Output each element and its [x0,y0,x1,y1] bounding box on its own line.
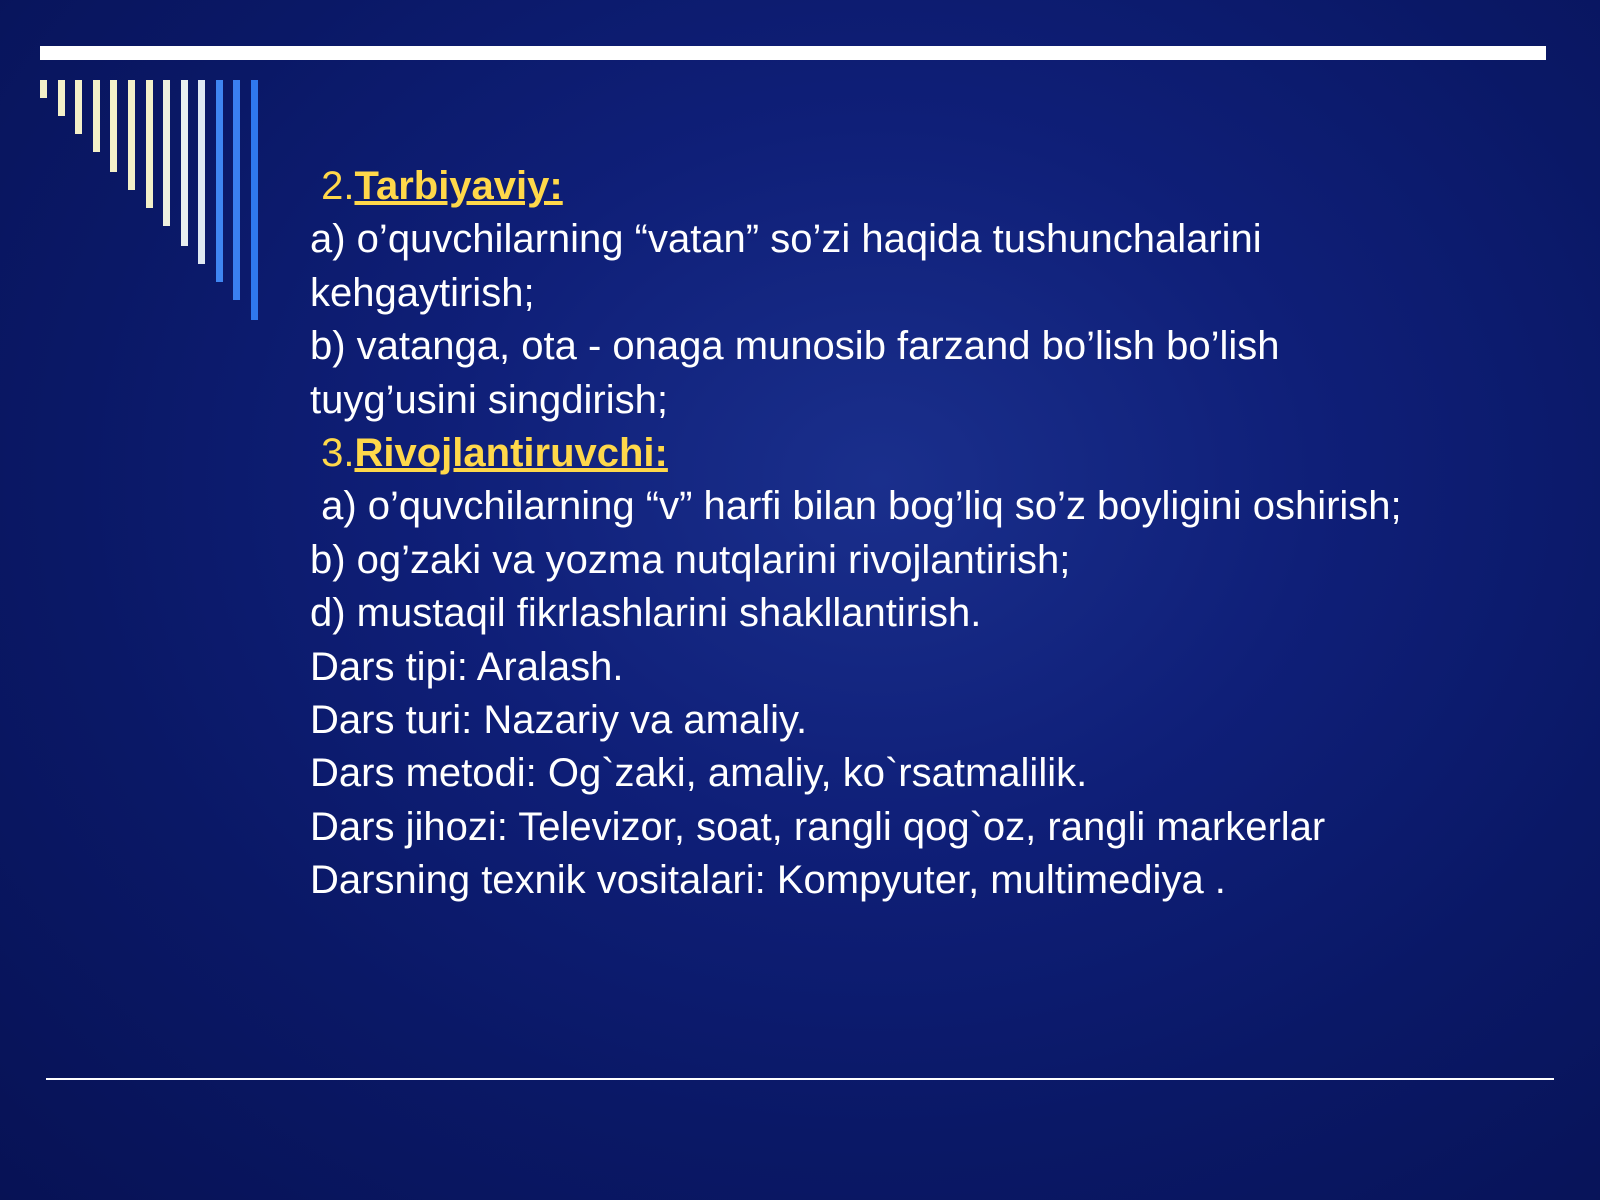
section-title: Rivojlantiruvchi: [354,431,668,476]
objective-line: b) vatanga, ota - onaga munosib farzand bo’lish bo’lish [310,324,1280,369]
stripe [251,80,258,320]
objective-line: a) o’quvchilarning “vatan” so’zi haqida tushunchalarini [310,217,1262,262]
lesson-method: Dars metodi: Og`zaki, amaliy, ko`rsatmalilik. [310,751,1088,796]
stripe [40,80,47,98]
section-heading-tarbiyaviy [310,160,1580,213]
stripe [216,80,223,282]
objective-line: a) o’quvchilarning “v” harfi bilan bog’liq so’z boyligini oshirish; [310,484,1402,529]
section-number: 3. [321,431,355,476]
objective-line: kehgaytirish; [310,270,535,315]
lesson-equipment: Dars jihozi: Televizor, soat, rangli qog`oz, rangli markerlar [310,804,1326,849]
stripe [128,80,135,190]
stripe [163,80,170,226]
stripe [93,80,100,152]
bottom-rule [46,1078,1554,1080]
section-title: Tarbiyaviy: [354,164,563,208]
top-rule [40,46,1546,60]
lesson-technical-tools: Darsning texnik vositalari: Kompyuter, multimediya . [310,858,1226,903]
stripe [75,80,82,134]
objective-line: tuyg’usini singdirish; [310,377,668,422]
stripe [58,80,65,116]
stripe [233,80,240,300]
stripe [181,80,188,246]
stripe [146,80,153,208]
section-heading-rivojlantiruvchi [310,427,1580,480]
objective-line: d) mustaqil fikrlashlarini shakllantirish. [310,591,982,636]
section-number: 2. [321,164,355,208]
lesson-type: Dars tipi: Aralash. [310,644,624,689]
slide-content [310,160,1580,908]
objective-line: b) og’zaki va yozma nutqlarini rivojlantirish; [310,537,1071,582]
stripe [198,80,205,264]
stripe [110,80,117,172]
lesson-kind: Dars turi: Nazariy va amaliy. [310,698,808,743]
